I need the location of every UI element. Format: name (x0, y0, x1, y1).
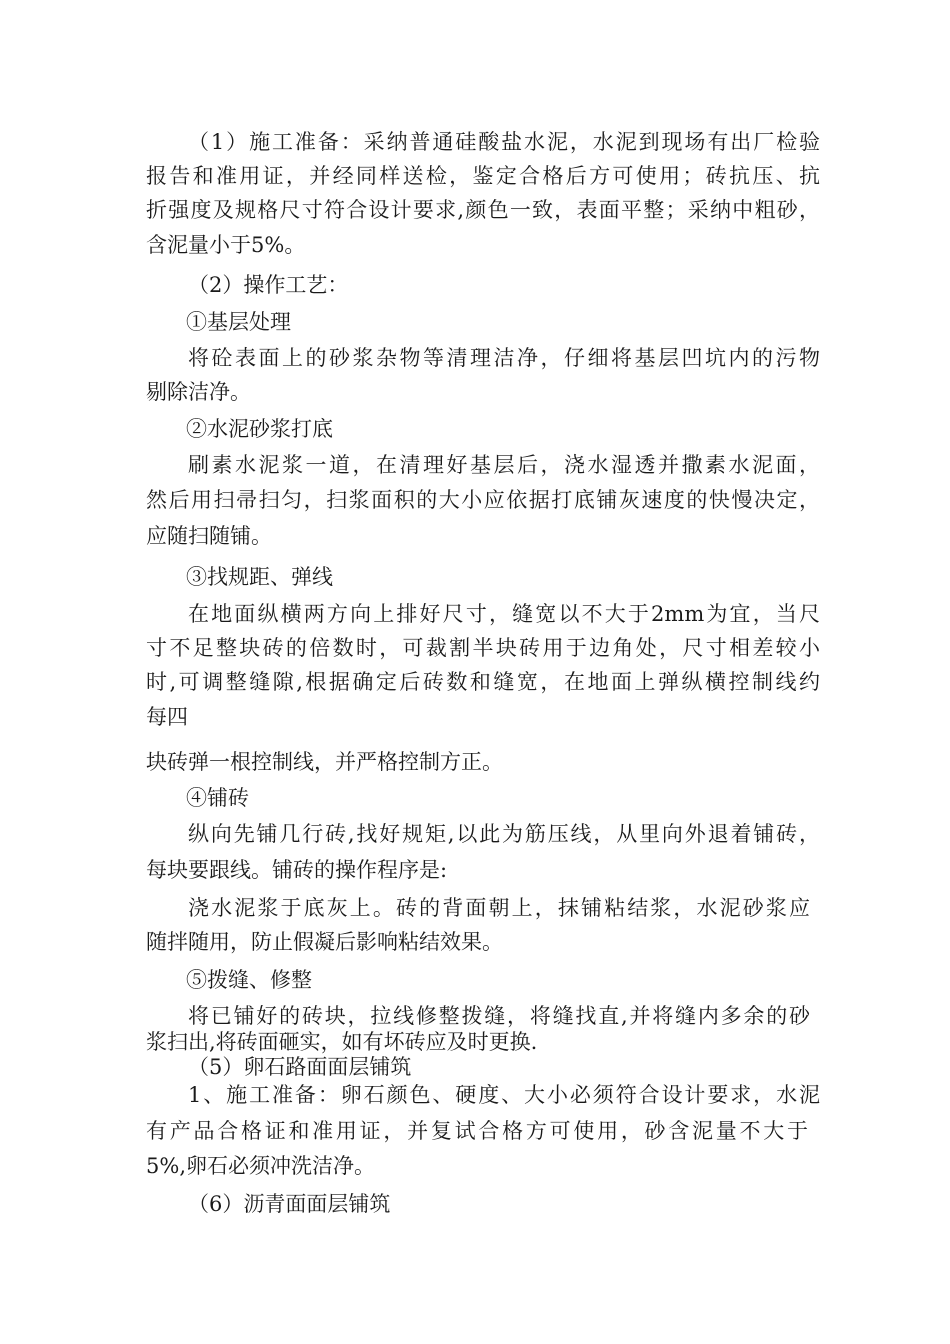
paragraph-line: 剔除洁净。 (146, 380, 251, 404)
paragraph-line: 浆扫出,将砖面砸实，如有坏砖应及时更换. (146, 1030, 538, 1054)
step-heading: ⑤拨缝、修整 (186, 968, 312, 992)
paragraph-line: 含泥量小于5%。 (146, 233, 306, 257)
section-heading: （6）沥青面面层铺筑 (188, 1192, 391, 1216)
paragraph-line: 1、施工准备：卵石颜色、硬度、大小必须符合设计要求，水泥 (188, 1083, 820, 1107)
section-heading: （5）卵石路面面层铺筑 (188, 1055, 412, 1079)
paragraph-line: 浇水泥浆于底灰上。砖的背面朝上，抹铺粘结浆，水泥砂浆应 (188, 896, 810, 920)
paragraph-line: 报告和准用证，并经同样送检，鉴定合格后方可使用；砖抗压、抗 (146, 164, 820, 188)
paragraph-line: （1）施工准备：采纳普通硅酸盐水泥，水泥到现场有出厂检验 (188, 130, 820, 154)
paragraph-line: 每块要跟线。铺砖的操作程序是: (146, 858, 448, 882)
paragraph-line: 5%,卵石必须冲洗洁净。 (146, 1154, 375, 1178)
step-heading: ②水泥砂浆打底 (186, 417, 333, 441)
step-heading: ④铺砖 (186, 786, 249, 810)
paragraph-line: 块砖弹一根控制线，并严格控制方正。 (146, 750, 503, 774)
paragraph-line: 然后用扫帚扫匀，扫浆面积的大小应依据打底铺灰速度的快慢决定， (146, 488, 820, 512)
step-heading: ①基层处理 (186, 310, 291, 334)
paragraph-line: 刷素水泥浆一道，在清理好基层后，浇水湿透并撒素水泥面， (188, 453, 820, 477)
paragraph-line: 寸不足整块砖的倍数时，可裁割半块砖用于边角处，尺寸相差较小 (146, 636, 820, 660)
paragraph-line: 在地面纵横两方向上排好尺寸，缝宽以不大于2mm为宜，当尺 (188, 602, 820, 626)
paragraph-line: 每四 (146, 705, 188, 729)
paragraph-line: 将砼表面上的砂浆杂物等清理洁净，仔细将基层凹坑内的污物 (188, 346, 820, 370)
step-heading: ③找规距、弹线 (186, 565, 333, 589)
paragraph-line: 将已铺好的砖块，拉线修整拨缝，将缝找直,并将缝内多余的砂 (188, 1004, 810, 1028)
paragraph-line: 随拌随用，防止假凝后影响粘结效果。 (146, 930, 503, 954)
paragraph-line: 应随扫随铺。 (146, 524, 272, 548)
paragraph-line: 有产品合格证和准用证，并复试合格方可使用，砂含泥量不大于 (146, 1119, 808, 1143)
paragraph-line: 折强度及规格尺寸符合设计要求,颜色一致，表面平整；采纳中粗砂， (146, 198, 820, 222)
paragraph-line: 时,可调整缝隙,根据确定后砖数和缝宽，在地面上弹纵横控制线约 (146, 670, 820, 694)
section-heading: （2）操作工艺： (188, 273, 349, 297)
paragraph-line: 纵向先铺几行砖,找好规矩,以此为筋压线，从里向外退着铺砖， (188, 822, 820, 846)
